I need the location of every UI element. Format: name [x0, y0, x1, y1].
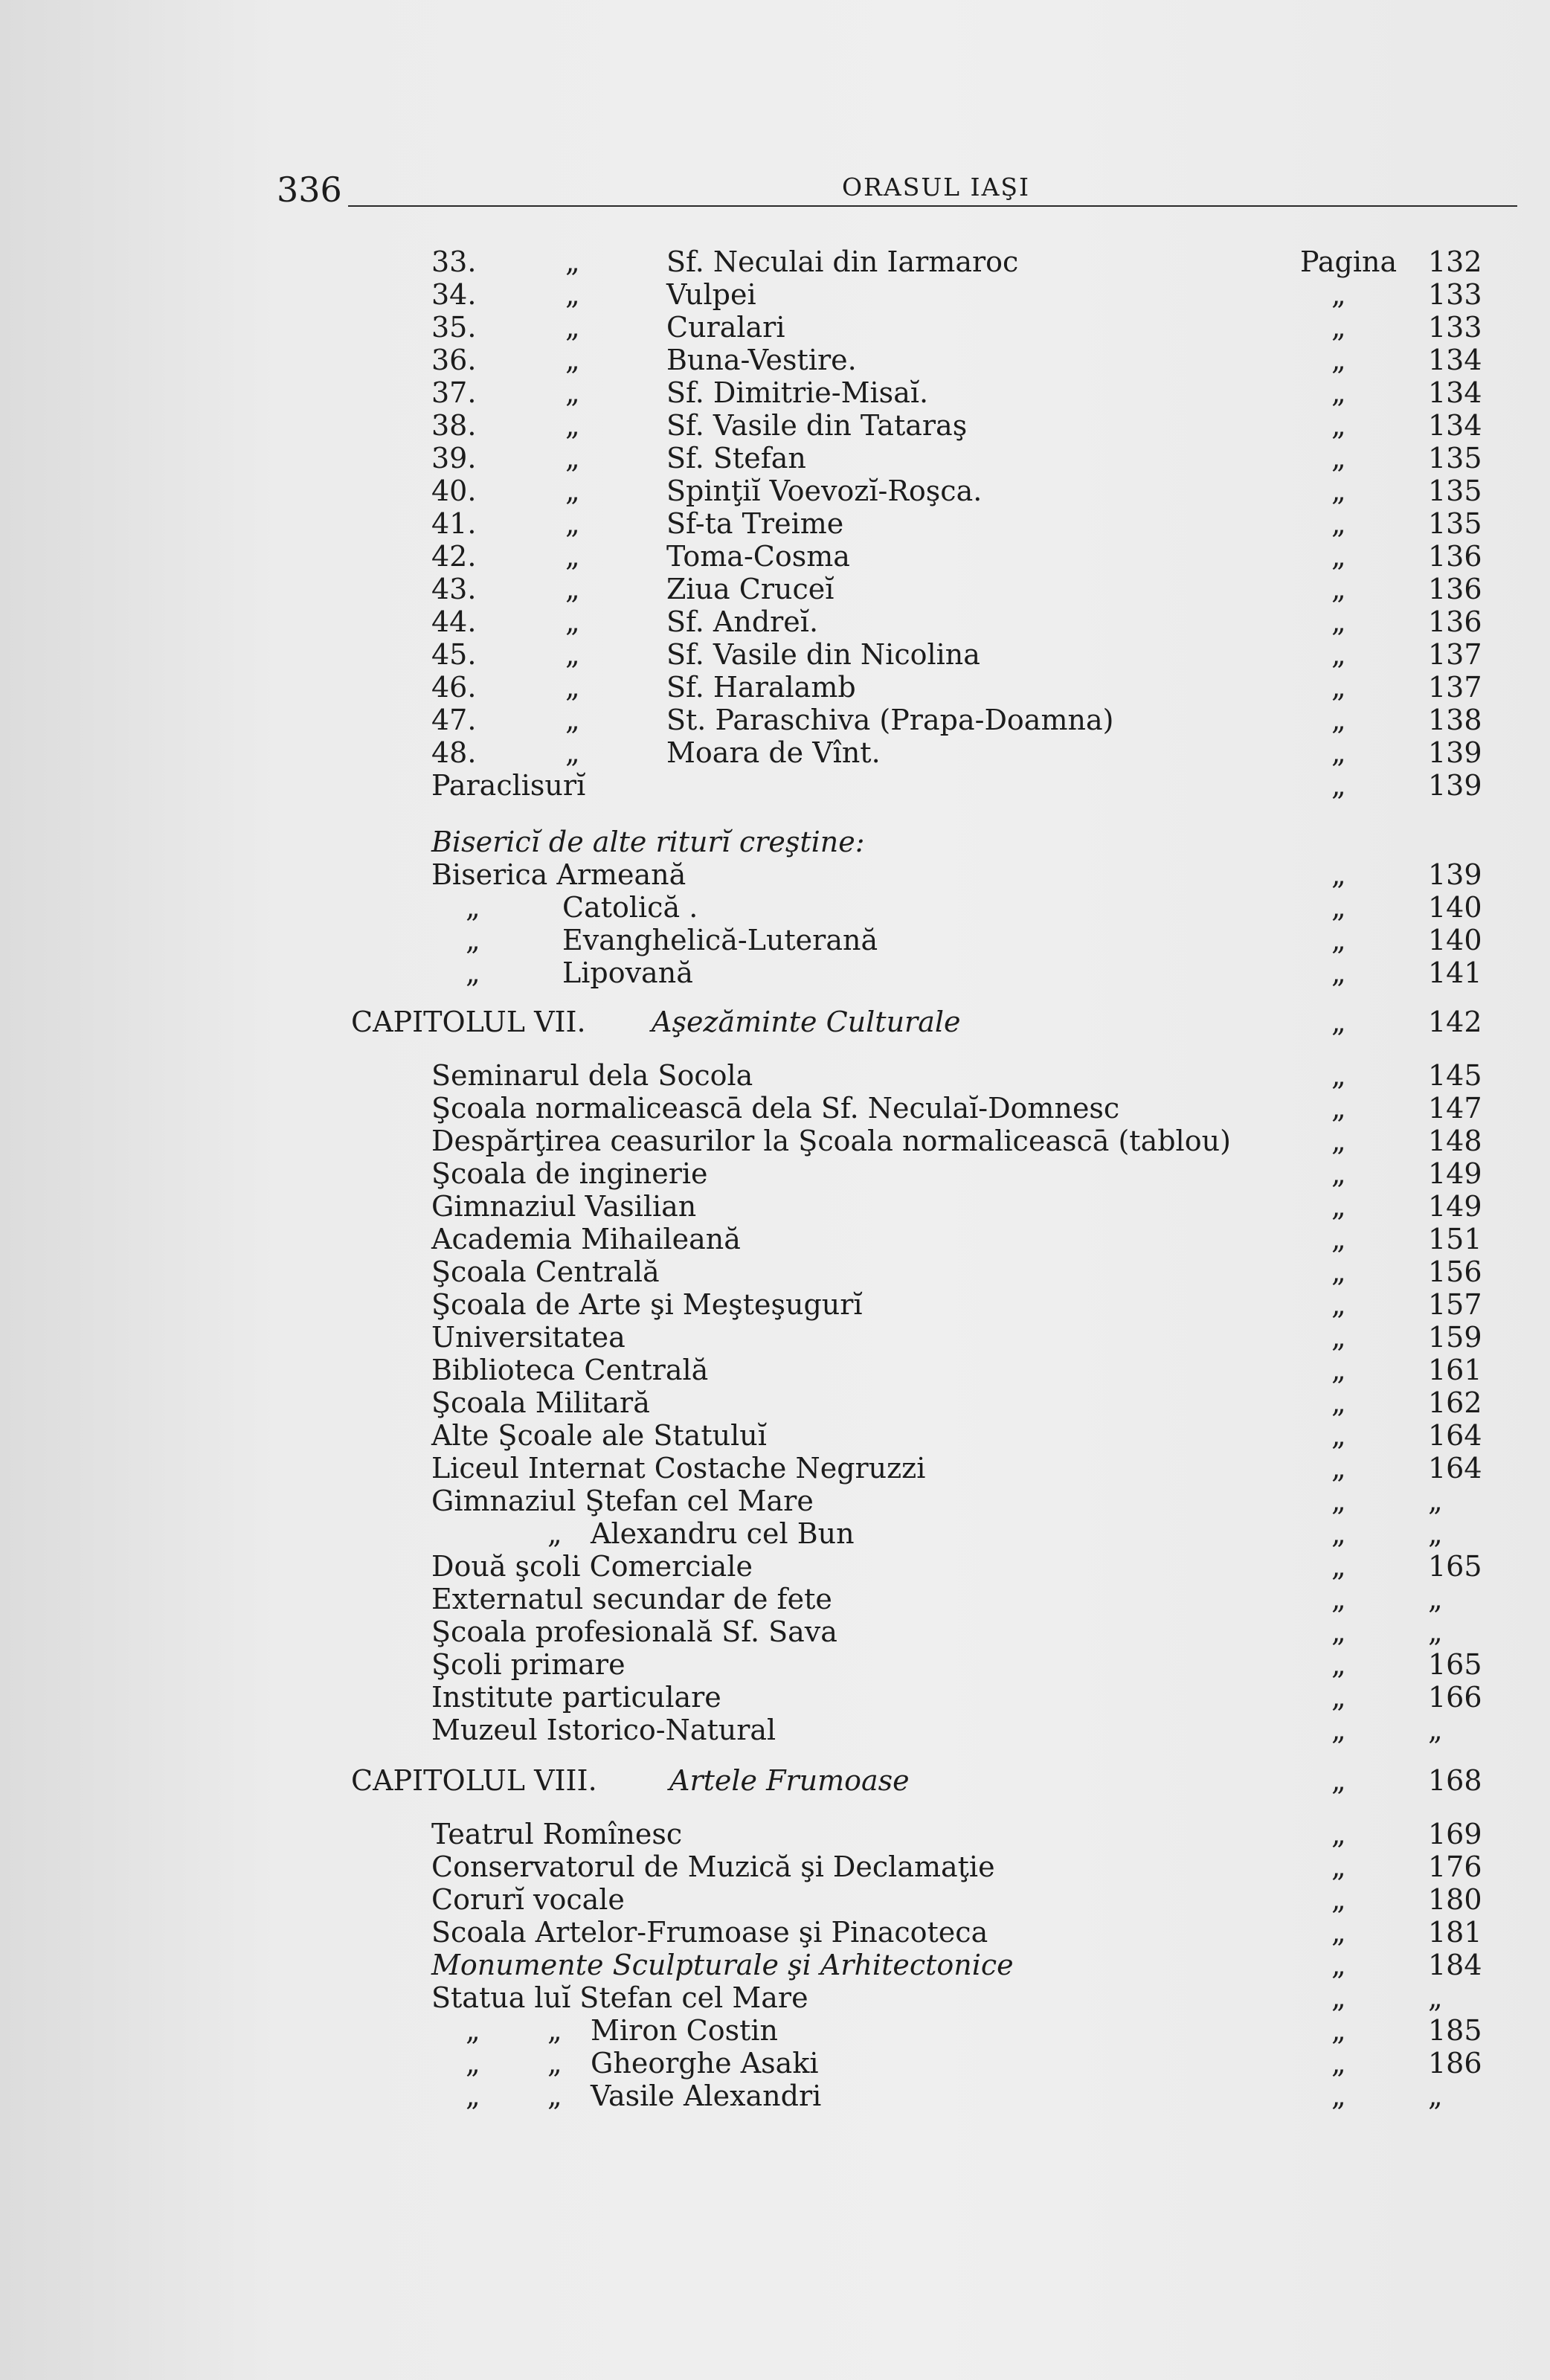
toc-row: Biserica Armeană „ 139 — [431, 858, 1482, 891]
toc-row: Şcoala Centrală „ 156 — [431, 1255, 1482, 1288]
toc-row: „ Alexandru cel Bun „ „ — [547, 1517, 1443, 1550]
toc-row: Institute particulare „ 166 — [431, 1681, 1482, 1714]
section-heading: Bisericĭ de alte riturĭ creştine: — [431, 826, 865, 858]
header-rule — [348, 205, 1517, 207]
page-ref: 132 — [1428, 245, 1482, 278]
page-number: 336 — [277, 170, 342, 210]
toc-row: 45. „ Sf. Vasile din Nicolina „ 137 — [431, 638, 1482, 671]
toc-row: Teatrul Romînesc „ 169 — [431, 1818, 1482, 1850]
toc-row: „ Evanghelică-Luterană „ 140 — [466, 924, 1482, 956]
toc-row: 43. „ Ziua Cruceĭ „ 136 — [431, 573, 1482, 605]
toc-row: 36. „ Buna-Vestire. „ 134 — [431, 344, 1482, 376]
toc-row: Seminarul dela Socola „ 145 — [431, 1059, 1482, 1092]
toc-row: Externatul secundar de fete „ „ — [431, 1583, 1443, 1615]
toc-row: 48. „ Moara de Vînt. „ 139 — [431, 736, 1482, 769]
toc-row: „ Catolică . „ 140 — [466, 891, 1482, 924]
toc-row: Două şcoli Comerciale „ 165 — [431, 1550, 1482, 1583]
toc-row: Liceul Internat Costache Negruzzi „ 164 — [431, 1452, 1482, 1485]
toc-row: 44. „ Sf. Andreĭ. „ 136 — [431, 605, 1482, 638]
toc-row: Alte Şcoale ale Statuluĭ „ 164 — [431, 1419, 1482, 1452]
toc-row: Şcoala de Arte şi Meşteşugurĭ „ 157 — [431, 1288, 1482, 1321]
toc-row: Gimnaziul Vasilian „ 149 — [431, 1190, 1482, 1223]
toc-row: Despărţirea ceasurilor la Şcoala normaliceascā (tablou) „ 148 — [431, 1125, 1482, 1157]
toc-row: Şcoala profesională Sf. Sava „ „ — [431, 1615, 1443, 1648]
chapter-heading: CAPITOLUL VII. Aşezăminte Culturale „ 142 — [351, 1006, 1482, 1038]
toc-row: Paraclisurĭ „ 139 — [431, 769, 1482, 802]
toc-row: Şcoala de inginerie „ 149 — [431, 1157, 1482, 1190]
toc-row: Gimnaziul Ştefan cel Mare „ „ — [431, 1485, 1443, 1517]
toc-row: Monumente Sculpturale şi Arhitectonice „ 184 — [431, 1949, 1482, 1981]
toc-row: Statua luĭ Stefan cel Mare „ „ — [431, 1981, 1443, 2014]
toc-row: 38. „ Sf. Vasile din Tataraş „ 134 — [431, 409, 1482, 442]
toc-row: 35. „ Curalari „ 133 — [431, 311, 1482, 344]
toc-row: „ „ Vasile Alexandri „ „ — [466, 2080, 1443, 2112]
toc-row: Corurĭ vocale „ 180 — [431, 1883, 1482, 1916]
entry-title: Paraclisurĭ — [431, 769, 586, 802]
toc-row: Academia Mihaileană „ 151 — [431, 1223, 1482, 1255]
toc-row: 42. „ Toma-Cosma „ 136 — [431, 540, 1482, 573]
toc-row: 40. „ Spinţiĭ Voevozĭ-Roşca. „ 135 — [431, 475, 1482, 507]
toc-row: Biblioteca Centrală „ 161 — [431, 1354, 1482, 1386]
toc-row — [0, 245, 1550, 278]
toc-row: „ „ Miron Costin „ 185 — [466, 2014, 1482, 2047]
ditto-mark: „ — [565, 245, 580, 278]
toc-row: 37. „ Sf. Dimitrie-Misaĭ. „ 134 — [431, 376, 1482, 409]
running-title: ORASUL IAŞI — [842, 173, 1031, 202]
toc-row: „ „ Gheorghe Asaki „ 186 — [466, 2047, 1482, 2080]
toc-row: Conservatorul de Muzică şi Declamaţie „ 176 — [431, 1850, 1482, 1883]
toc-row: Scoala Artelor-Frumoase şi Pinacoteca „ 181 — [431, 1916, 1482, 1949]
toc-row: Şcoala Militară „ 162 — [431, 1386, 1482, 1419]
toc-row: 39. „ Sf. Stefan „ 135 — [431, 442, 1482, 475]
toc-row: 47. „ St. Paraschiva (Prapa-Doamna) „ 138 — [431, 704, 1482, 736]
entry-number: 33. — [431, 245, 477, 278]
toc-row: 41. „ Sf-ta Treime „ 135 — [431, 507, 1482, 540]
entry-title: Sf. Neculai din Iarmaroc — [666, 245, 1019, 278]
toc-row: 34. „ Vulpei „ 133 — [431, 278, 1482, 311]
toc-row: Muzeul Istorico-Natural „ „ — [431, 1714, 1443, 1746]
toc-row: Şcoli primare „ 165 — [431, 1648, 1482, 1681]
toc-row: „ Lipovană „ 141 — [466, 956, 1482, 989]
toc-row: 46. „ Sf. Haralamb „ 137 — [431, 671, 1482, 704]
chapter-heading: CAPITOLUL VIII. Artele Frumoase „ 168 — [351, 1764, 1482, 1797]
page-column-label: Pagina — [1300, 245, 1398, 278]
toc-row: Universitatea „ 159 — [431, 1321, 1482, 1354]
toc-row: Şcoala normaliceascā dela Sf. Neculaĭ-Domnesc „ 147 — [431, 1092, 1482, 1125]
